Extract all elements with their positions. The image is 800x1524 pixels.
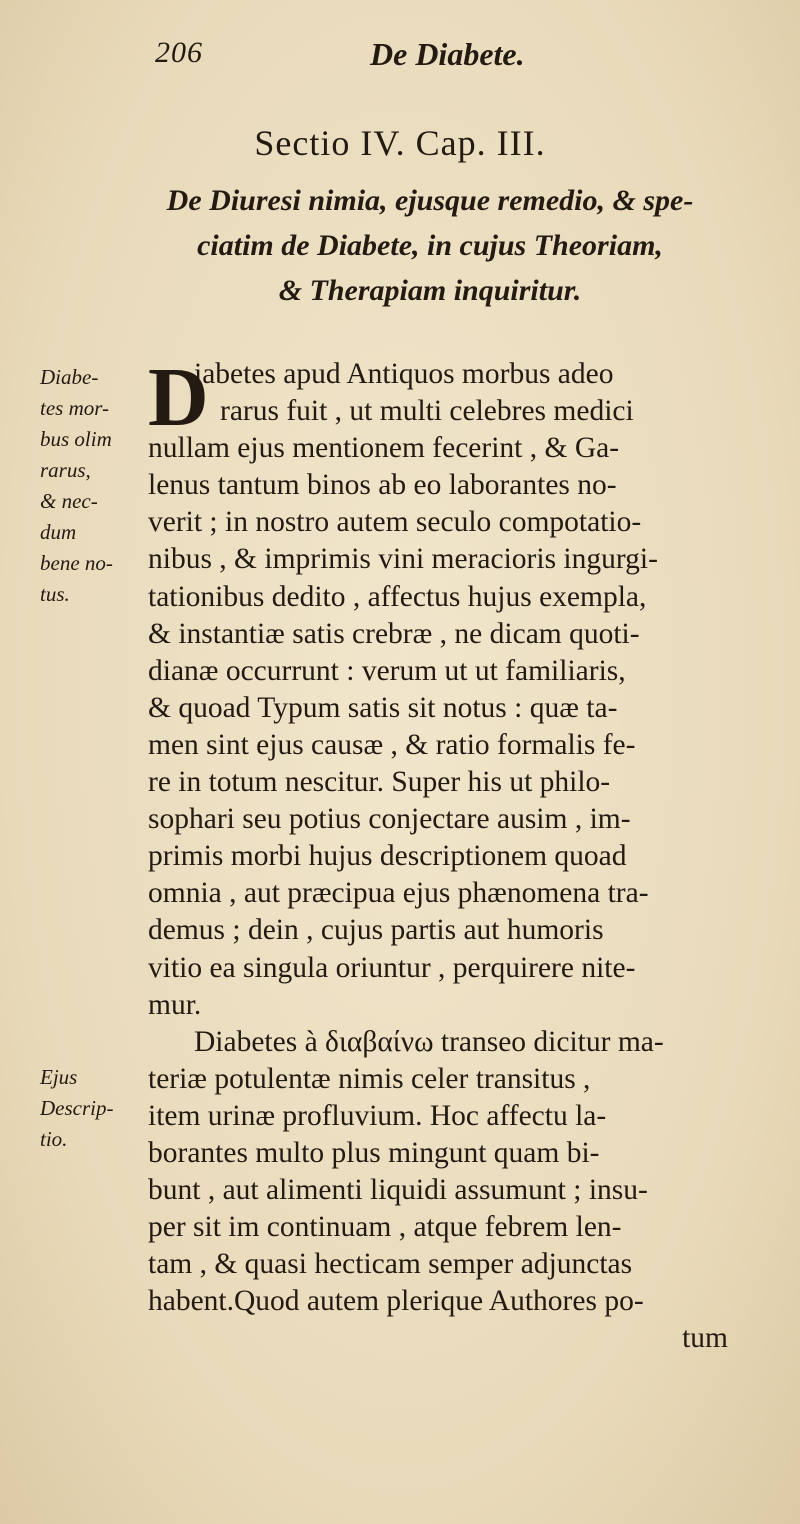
chapter-title-line: De Diuresi nimia, ejusque remedio, & spe- xyxy=(166,184,694,217)
body-line: re in totum nescitur. Super his ut philo- xyxy=(148,766,611,799)
body-line: nibus , & imprimis vini meracioris ingurgi- xyxy=(148,543,658,576)
margin-note-line: tio. xyxy=(40,1127,68,1151)
page-number: 206 xyxy=(155,36,203,69)
body-line: verit ; in nostro autem seculo compotatio- xyxy=(148,506,642,539)
margin-note-diabetes-rarity xyxy=(40,362,140,610)
body-line: iabetes apud Antiquos morbus adeo xyxy=(194,358,614,390)
body-line: & instantiæ satis crebræ , ne dicam quoti- xyxy=(148,617,640,650)
body-line: vitio ea singula oriuntur , perquirere nite- xyxy=(148,951,636,984)
drop-cap: D xyxy=(148,351,209,444)
margin-note-line: Ejus xyxy=(40,1065,78,1089)
body-line: Diabetes à διαβαίνω transeo dicitur ma- xyxy=(194,1025,664,1058)
margin-note-line: tus. xyxy=(40,582,70,606)
catchword: tum xyxy=(682,1322,728,1355)
body-text xyxy=(148,351,758,1358)
margin-note-line: & nec- xyxy=(40,489,98,513)
body-line: habent.Quod autem plerique Authores po- xyxy=(148,1285,644,1318)
section-heading: Sectio IV. Cap. III. xyxy=(254,123,546,163)
body-line: tationibus dedito , affectus hujus exempla, xyxy=(148,580,647,613)
body-line: nullam ejus mentionem fecerint , & Ga- xyxy=(148,432,620,465)
margin-note-line: rarus, xyxy=(40,458,91,482)
body-line: & quoad Typum satis sit notus : quæ ta- xyxy=(148,691,618,724)
body-line: primis morbi hujus descriptionem quoad xyxy=(148,840,627,873)
body-line: mur. xyxy=(148,988,202,1021)
body-line: bunt , aut alimenti liquidi assumunt ; insu- xyxy=(148,1174,648,1207)
chapter-title xyxy=(120,178,740,313)
margin-note-line: dum xyxy=(40,520,77,544)
running-head xyxy=(0,28,800,78)
chapter-title-line: ciatim de Diabete, in cujus Theoriam, xyxy=(197,229,663,262)
margin-note-line: Diabe- xyxy=(40,365,99,389)
body-line: omnia , aut præcipua ejus phænomena tra- xyxy=(148,877,649,910)
body-line: tam , & quasi hecticam semper adjunctas xyxy=(148,1248,633,1281)
body-line: sophari seu potius conjectare ausim , im- xyxy=(148,803,631,836)
body-line: lenus tantum binos ab eo laborantes no- xyxy=(148,469,617,502)
margin-note-line: bus olim xyxy=(40,427,112,451)
body-line: rarus fuit , ut multi celebres medici xyxy=(220,395,634,428)
body-line: borantes multo plus mingunt quam bi- xyxy=(148,1136,600,1169)
margin-note-line: tes mor- xyxy=(40,396,109,420)
body-line: teriæ potulentæ nimis celer transitus , xyxy=(148,1062,591,1095)
margin-note-line: Descrip- xyxy=(40,1096,114,1120)
body-line: item urinæ profluvium. Hoc affectu la- xyxy=(148,1099,607,1132)
body-line: men sint ejus causæ , & ratio formalis fe- xyxy=(148,728,636,761)
body-line: dianæ occurrunt : verum ut ut familiaris, xyxy=(148,654,626,687)
body-line: per sit im continuam , atque febrem len- xyxy=(148,1211,622,1244)
running-title: De Diabete. xyxy=(370,36,525,72)
margin-note-line: bene no- xyxy=(40,551,113,575)
chapter-title-line: & Therapiam inquiritur. xyxy=(278,274,582,307)
body-line: demus ; dein , cujus partis aut humoris xyxy=(148,914,604,947)
margin-note-description xyxy=(40,1062,140,1155)
